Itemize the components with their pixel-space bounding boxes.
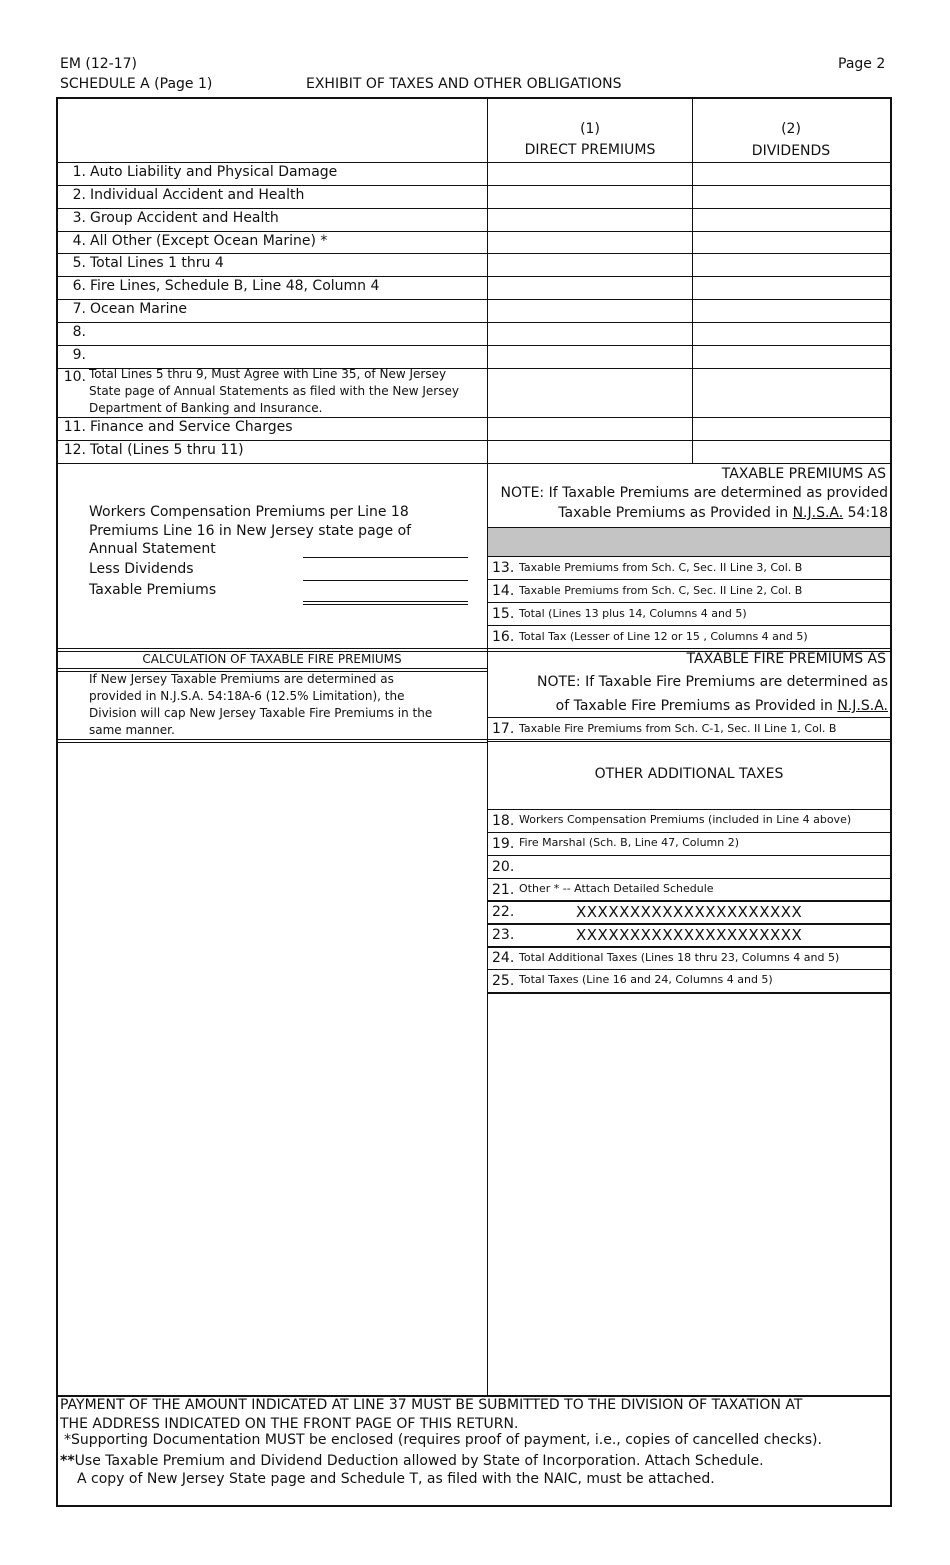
row-line xyxy=(58,231,890,232)
taxable-premiums-note-2: Taxable Premiums as Provided in N.J.S.A. 54:18 xyxy=(558,505,888,521)
line-10-text-1: Total Lines 5 thru 9, Must Agree with Line 35, of New Jersey xyxy=(89,367,447,381)
line-25: 25. Total Taxes (Line 16 and 24, Columns 4 and 5) xyxy=(492,973,773,989)
page-number: Page 2 xyxy=(838,56,886,72)
fire-premiums-note: NOTE: If Taxable Fire Premiums are determined as xyxy=(537,674,888,690)
row-line xyxy=(58,417,890,418)
line-10-text-2: State page of Annual Statements as filed with the New Jersey xyxy=(89,384,459,398)
col2-header: DIVIDENDS xyxy=(751,143,831,159)
row-line xyxy=(58,322,890,323)
line-12: 12. Total (Lines 5 thru 11) xyxy=(63,442,244,458)
row-line xyxy=(58,739,487,740)
workers-comp-text-3: Annual Statement xyxy=(89,541,216,557)
row-line xyxy=(58,440,890,441)
col2-number: (2) xyxy=(781,121,801,137)
line-3: 3. Group Accident and Health xyxy=(72,210,279,226)
line-23: 23. XXXXXXXXXXXXXXXXXXXXX xyxy=(492,926,803,944)
line-21: 21. Other * -- Attach Detailed Schedule xyxy=(492,882,714,898)
taxable-premiums-field[interactable] xyxy=(303,601,468,602)
line-13: 13. Taxable Premiums from Sch. C, Sec. II Line 3, Col. B xyxy=(492,560,803,576)
fire-calc-text-4: same manner. xyxy=(89,723,175,737)
line-4: 4. All Other (Except Ocean Marine) * xyxy=(72,233,328,249)
less-dividends-label: Less Dividends xyxy=(89,561,194,577)
row-line xyxy=(58,668,487,669)
workers-comp-text-1: Workers Compensation Premiums per Line 18 xyxy=(89,504,409,520)
form-id: EM (12-17) xyxy=(60,56,137,72)
row-line xyxy=(58,253,890,254)
line-7: 7. Ocean Marine xyxy=(72,301,188,317)
taxable-premiums-note: NOTE: If Taxable Premiums are determined as provided xyxy=(500,485,888,501)
footer-supporting-doc: *Supporting Documentation MUST be enclosed (requires proof of payment, i.e., copies of cancelled checks). xyxy=(64,1432,822,1448)
row-line xyxy=(488,992,890,994)
center-divider xyxy=(487,99,488,1396)
row-line xyxy=(58,276,890,277)
annual-statement-field[interactable] xyxy=(303,557,468,558)
fire-calc-text-1: If New Jersey Taxable Premiums are determined as xyxy=(89,672,394,686)
schedule-label: SCHEDULE A (Page 1) xyxy=(60,76,213,92)
line-24: 24. Total Additional Taxes (Lines 18 thru 23, Columns 4 and 5) xyxy=(492,950,840,966)
fire-calc-text-3: Division will cap New Jersey Taxable Fire Premiums in the xyxy=(89,706,433,720)
shaded-area xyxy=(488,528,890,556)
line-11: 11. Finance and Service Charges xyxy=(63,419,293,435)
fire-premiums-note-2: of Taxable Fire Premiums as Provided in N.J.S.A. xyxy=(555,698,888,714)
col1-number: (1) xyxy=(580,121,600,137)
taxable-premiums-double-rule xyxy=(303,604,468,605)
line-19: 19. Fire Marshal (Sch. B, Line 47, Column 2) xyxy=(492,836,740,852)
taxable-premiums-label: Taxable Premiums xyxy=(89,582,217,598)
line-5: 5. Total Lines 1 thru 4 xyxy=(72,255,224,271)
workers-comp-text-2: Premiums Line 16 in New Jersey state page of xyxy=(89,523,412,539)
fire-premiums-title: TAXABLE FIRE PREMIUMS AS xyxy=(686,651,886,667)
footer-payment-2: THE ADDRESS INDICATED ON THE FRONT PAGE OF THIS RETURN. xyxy=(60,1416,519,1432)
line-1: 1. Auto Liability and Physical Damage xyxy=(72,164,338,180)
row-line xyxy=(58,463,890,464)
row-line xyxy=(488,739,890,740)
line-15: 15. Total (Lines 13 plus 14, Columns 4 and 5) xyxy=(492,606,747,622)
line-9: 9. xyxy=(72,347,86,363)
fire-calc-text-2: provided in N.J.S.A. 54:18A-6 (12.5% Limitation), the xyxy=(89,689,405,703)
row-line xyxy=(58,208,890,209)
row-line xyxy=(58,345,890,346)
line-16: 16. Total Tax (Lesser of Line 12 or 15 , Columns 4 and 5) xyxy=(492,629,808,645)
other-taxes-title: OTHER ADDITIONAL TAXES xyxy=(594,766,784,782)
row-line xyxy=(58,299,890,300)
line-6: 6. Fire Lines, Schedule B, Line 48, Column 4 xyxy=(72,278,380,294)
line-18: 18. Workers Compensation Premiums (included in Line 4 above) xyxy=(492,813,852,829)
line-20: 20. xyxy=(492,859,515,875)
fire-calc-title: CALCULATION OF TAXABLE FIRE PREMIUMS xyxy=(142,652,402,666)
line-8: 8. xyxy=(72,324,86,340)
footer-naic-note: A copy of New Jersey State page and Schedule T, as filed with the NAIC, must be attached. xyxy=(77,1471,715,1487)
taxable-premiums-title: TAXABLE PREMIUMS AS xyxy=(721,466,886,482)
line-10-text-3: Department of Banking and Insurance. xyxy=(89,401,323,415)
row-line xyxy=(58,162,890,163)
line-22: 22. XXXXXXXXXXXXXXXXXXXXX xyxy=(492,903,803,921)
less-dividends-field[interactable] xyxy=(303,580,468,581)
row-line xyxy=(58,185,890,186)
line-10-number: 10. xyxy=(63,369,86,385)
section-line xyxy=(58,648,890,649)
col1-header: DIRECT PREMIUMS xyxy=(524,142,656,158)
form-title: EXHIBIT OF TAXES AND OTHER OBLIGATIONS xyxy=(306,76,622,92)
row-line xyxy=(58,742,487,743)
footer-payment-1: PAYMENT OF THE AMOUNT INDICATED AT LINE 37 MUST BE SUBMITTED TO THE DIVISION OF TAXATION AT xyxy=(60,1397,803,1413)
footer-taxable-note: **Use Taxable Premium and Dividend Deduction allowed by State of Incorporation. Attach Schedule. xyxy=(60,1453,764,1469)
line-17: 17. Taxable Fire Premiums from Sch. C-1, Sec. II Line 1, Col. B xyxy=(492,721,837,737)
line-2: 2. Individual Accident and Health xyxy=(72,187,305,203)
line-14: 14. Taxable Premiums from Sch. C, Sec. II Line 2, Col. B xyxy=(492,583,803,599)
row-line xyxy=(488,741,890,742)
